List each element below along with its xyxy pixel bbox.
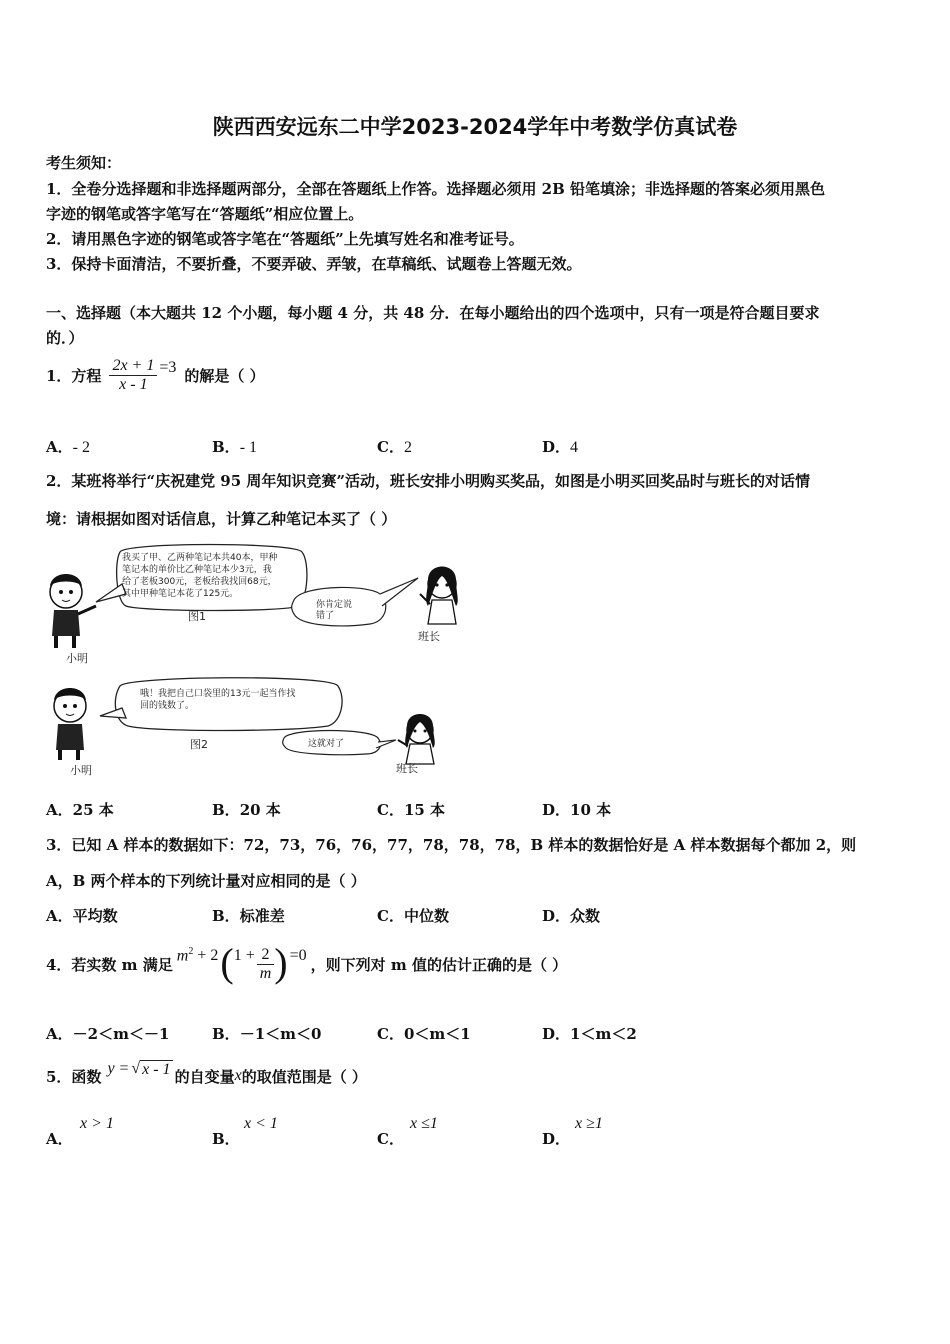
q4-option-a: A．－2＜m＜－1 [46, 1025, 170, 1043]
section-heading: 一、选择题（本大题共 12 个小题，每小题 4 分，共 48 分．在每小题给出的四个选项中，只有一项是符合题目要求 [46, 304, 820, 322]
q5-option-a-label: A． [46, 1130, 73, 1148]
q4-plus-two: + 2 [197, 947, 219, 964]
xiaoming-figure-2 [54, 688, 86, 760]
q5-y-equals: y = [107, 1060, 130, 1077]
q1-option-a: A．- 2 [46, 438, 90, 456]
notice-heading: 考生须知： [46, 154, 122, 172]
speech-bubble-2-tail [100, 708, 126, 718]
bubble1-line-1: 我买了甲、乙两种笔记本共40本，甲种 [122, 553, 278, 563]
q4-left-paren: ( [220, 939, 234, 985]
q4-one-plus: 1 + [233, 947, 255, 964]
q5-suffix: 的取值范围是（ ） [241, 1067, 367, 1086]
reply2-text: 这就对了 [308, 739, 345, 749]
q2-line-1: 2．某班将举行“庆祝建党 95 周年知识竞赛”活动，班长安排小明购买奖品，如图是小明买回奖品时与班长的对话情 [46, 472, 811, 490]
q5-option-d-value: x ≥1 [575, 1115, 603, 1132]
q1-fraction [109, 357, 157, 394]
bubble2-line-1: 哦！我把自己口袋里的13元一起当作找 [140, 689, 296, 699]
q5-option-b-label: B． [212, 1130, 240, 1148]
q5-radical-sign: √ [131, 1060, 141, 1077]
q1-option-b: B．- 1 [212, 438, 258, 456]
q3-option-d: D．众数 [542, 907, 601, 925]
q3-line-1: 3．已知 A 样本的数据如下：72，73，76，76，77，78，78，78，B 样本的数据恰好是 A 样本数据每个都加 2，则 [46, 836, 857, 854]
q4-suffix: ，则下列对 m 值的估计正确的是（ ） [310, 955, 568, 974]
q4-numerator: 2 [257, 946, 275, 965]
q2-option-b: B．20 本 [212, 801, 281, 819]
q1-option-d: D．4 [542, 438, 579, 456]
q5-prefix: 5．函数 [46, 1067, 102, 1086]
q5-middle: 的自变量 [174, 1067, 235, 1086]
reply1-line-2: 错了 [316, 611, 335, 621]
q4-prefix: 4．若实数 m 满足 [46, 955, 173, 974]
q4-m-squared: $m^2$ [176, 946, 194, 965]
q1-option-c: C．2 [377, 438, 412, 456]
q1-prefix: 1．方程 [46, 366, 102, 385]
xiaoming-label-1: 小明 [66, 652, 88, 665]
q4-denominator: m [259, 964, 272, 982]
bubble1-line-2: 笔记本的单价比乙种笔记本少3元，我 [122, 565, 272, 575]
bubble1-line-3: 给了老板300元，老板给我找回68元， [122, 577, 277, 587]
notice-line-3: 3．保持卡面清洁，不要折叠，不要弄破、弄皱，在草稿纸、试题卷上答题无效。 [46, 255, 582, 273]
q4-fraction [257, 946, 275, 983]
q2-option-c: C．15 本 [377, 801, 446, 819]
xiaoming-figure-1 [50, 574, 96, 648]
figure-2-caption: 图2 [190, 738, 208, 751]
reply1-line-1: 你肯定说 [316, 600, 353, 610]
section-heading-cont: 的．） [46, 329, 84, 347]
banzhang-label-2: 班长 [396, 762, 418, 775]
q1-equals: =3 [159, 359, 177, 376]
q3-option-c: C．中位数 [377, 907, 449, 925]
q4-option-c: C．0＜m＜1 [377, 1025, 471, 1043]
q2-option-a: A．25 本 [46, 801, 114, 819]
q4-option-d: D．1＜m＜2 [542, 1025, 637, 1043]
q1-numerator: 2x + 1 [109, 357, 157, 376]
question-5 [46, 1058, 367, 1094]
question-4 [46, 938, 567, 990]
q4-right-paren: ) [274, 939, 288, 985]
q5-option-a-value: x > 1 [80, 1115, 114, 1132]
q4-equals: =0 [289, 947, 307, 964]
q5-variable: x [234, 1067, 242, 1084]
q2-line-2: 境：请根据如图对话信息，计算乙种笔记本买了（ ） [46, 510, 397, 528]
q5-option-c-label: C． [377, 1130, 404, 1148]
question-1 [46, 350, 265, 400]
q5-option-c-value: x ≤1 [410, 1115, 438, 1132]
q4-option-b: B．－1＜m＜0 [212, 1025, 322, 1043]
q1-suffix: 的解是（ ） [184, 366, 265, 385]
q5-option-b-value: x < 1 [244, 1115, 278, 1132]
notice-line-1b: 字迹的钢笔或答字笔写在“答题纸”相应位置上。 [46, 205, 364, 223]
q5-radicand: x - 1 [142, 1060, 171, 1078]
banzhang-label-1: 班长 [418, 630, 440, 643]
bubble2-line-2: 回的钱数了。 [140, 701, 195, 711]
q3-option-a: A．平均数 [46, 907, 118, 925]
notice-line-2: 2．请用黑色字迹的钢笔或答字笔在“答题纸”上先填写姓名和准考证号。 [46, 230, 524, 248]
notice-line-1a: 1．全卷分选择题和非选择题两部分，全部在答题纸上作答。选择题必须用 2B 铅笔填涂；非选择题的答案必须用黑色 [46, 180, 826, 198]
bubble1-line-4: 其中甲种笔记本花了125元。 [122, 589, 239, 599]
reply-bubble-1-tail [380, 578, 418, 606]
banzhang-figure-2 [398, 714, 435, 764]
banzhang-figure-1 [420, 567, 458, 625]
q5-option-d-label: D． [542, 1130, 571, 1148]
q2-option-d: D．10 本 [542, 801, 612, 819]
q3-option-b: B．标准差 [212, 907, 285, 925]
page-title: 陕西西安远东二中学2023-2024学年中考数学仿真试卷 [212, 115, 738, 139]
q2-dialogue-figure [40, 540, 470, 780]
figure-1-caption: 图1 [188, 610, 206, 623]
q3-line-2: A，B 两个样本的下列统计量对应相同的是（ ） [46, 872, 366, 890]
xiaoming-label-2: 小明 [70, 764, 92, 777]
q1-denominator: x - 1 [119, 375, 148, 393]
